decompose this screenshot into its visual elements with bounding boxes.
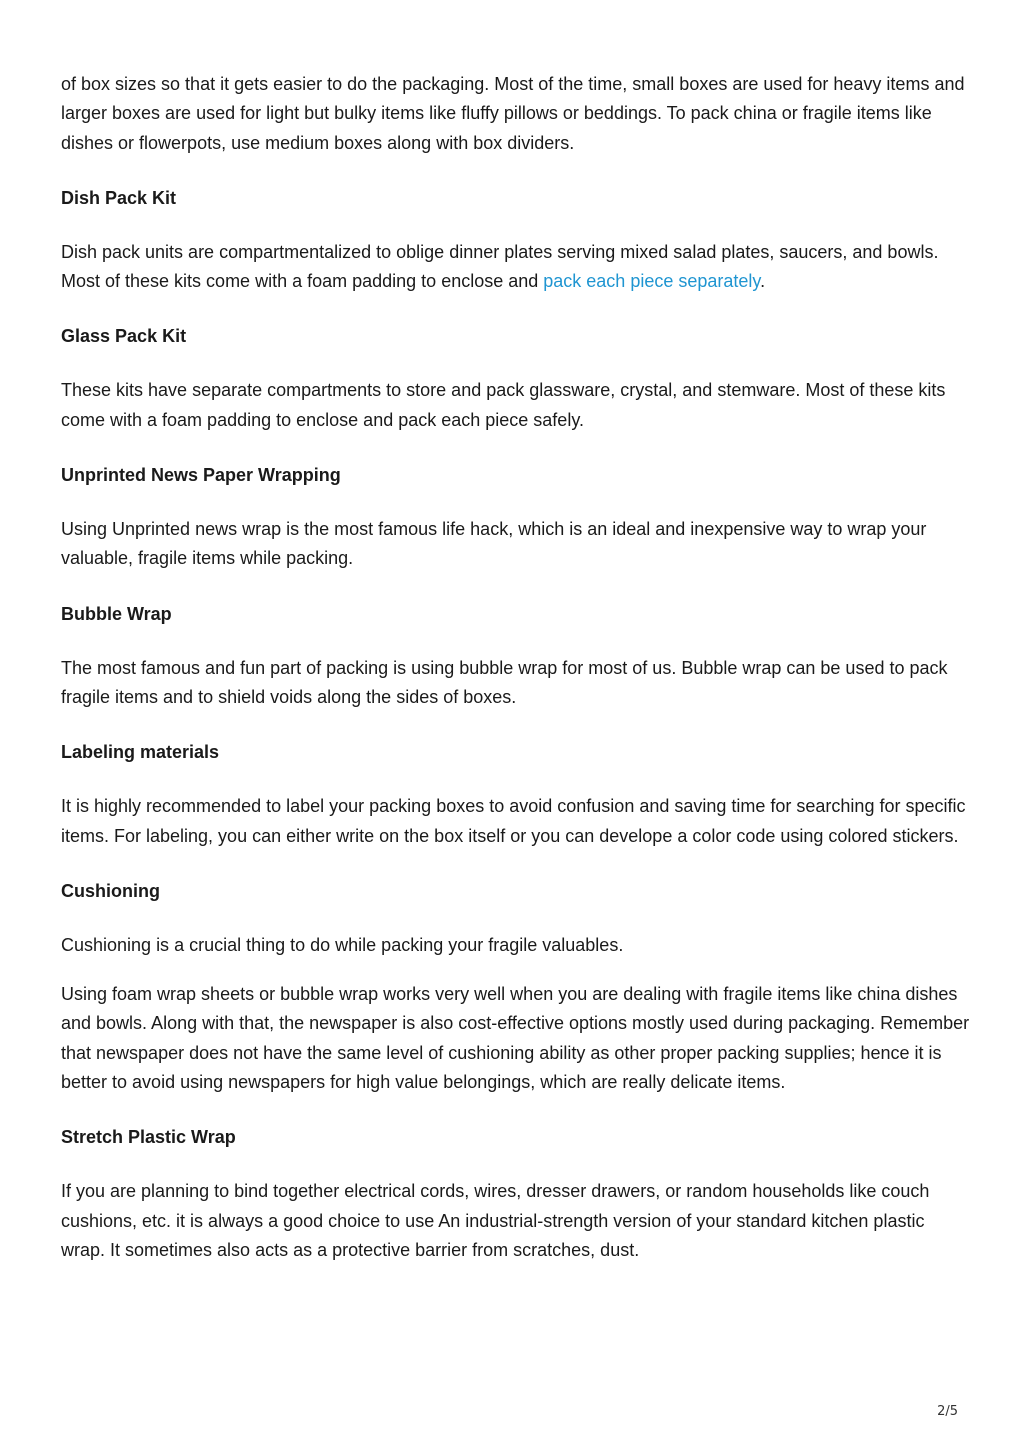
paragraph-cushioning-1: Cushioning is a crucial thing to do while packing your fragile valuables. [61, 934, 624, 955]
paragraph-bubble-wrap: The most famous and fun part of packing is using bubble wrap for most of us. Bubble wrap can be used to pack fragile items and to shield voids along the sides of boxes. [61, 657, 948, 707]
paragraph-news-paper-wrapping: Using Unprinted news wrap is the most famous life hack, which is an ideal and inexpensive way to wrap your valuable, fragile items while packing. [61, 519, 927, 569]
heading-dish-pack-kit: Dish Pack Kit [61, 187, 177, 208]
pack-each-piece-link[interactable]: pack each piece separately [543, 271, 761, 292]
heading-bubble-wrap: Bubble Wrap [61, 603, 172, 624]
dish-pack-text: Dish pack units are compartmentalized to oblige dinner plates serving mixed salad plates, saucers, and bowls. Most of these kits come with a foam padding to enclose and [61, 241, 939, 292]
heading-news-paper-wrapping: Unprinted News Paper Wrapping [61, 465, 341, 486]
paragraph-cushioning-2: Using foam wrap sheets or bubble wrap works very well when you are dealing with fragile items like china dishes and bowls. Along with that, the newspaper is also cost-effective options mostly used during packaging. Remember that newspaper does not have the same level of cushioning ability as other proper packing supplies; hence it is better to avoid using newspapers for high value belongings, which are really delicate items. [61, 984, 970, 1093]
heading-labeling-materials: Labeling materials [61, 742, 220, 763]
paragraph-labeling-materials: It is highly recommended to label your packing boxes to avoid confusion and saving time for searching for specific items. For labeling, you can either write on the box itself or you can develope a color code using colored stickers. [61, 796, 966, 846]
document-body [61, 70, 971, 1265]
paragraph-glass-pack-kit: These kits have separate compartments to store and pack glassware, crystal, and stemware. Most of these kits come with a foam padding to enclose and pack each piece safely. [61, 380, 946, 430]
dish-pack-text-end: . [760, 271, 766, 292]
paragraph-stretch-plastic-wrap: If you are planning to bind together electrical cords, wires, dresser drawers, or random households like couch cushions, etc. it is always a good choice to use An industrial-strength version of your standard kitchen plastic wrap. It sometimes also acts as a protective barrier from scratches, dust. [61, 1181, 930, 1260]
heading-cushioning: Cushioning [61, 880, 160, 901]
page-number: 2/5 [937, 1404, 958, 1419]
intro-paragraph: of box sizes so that it gets easier to do the packaging. Most of the time, small boxes are used for heavy items and larger boxes are used for light but bulky items like fluffy pillows or beddings. To pack china or fragile items like dishes or flowerpots, use medium boxes along with box dividers. [61, 74, 965, 153]
paragraph-dish-pack-kit [61, 238, 971, 297]
heading-stretch-plastic-wrap: Stretch Plastic Wrap [61, 1127, 236, 1148]
heading-glass-pack-kit: Glass Pack Kit [61, 326, 187, 347]
